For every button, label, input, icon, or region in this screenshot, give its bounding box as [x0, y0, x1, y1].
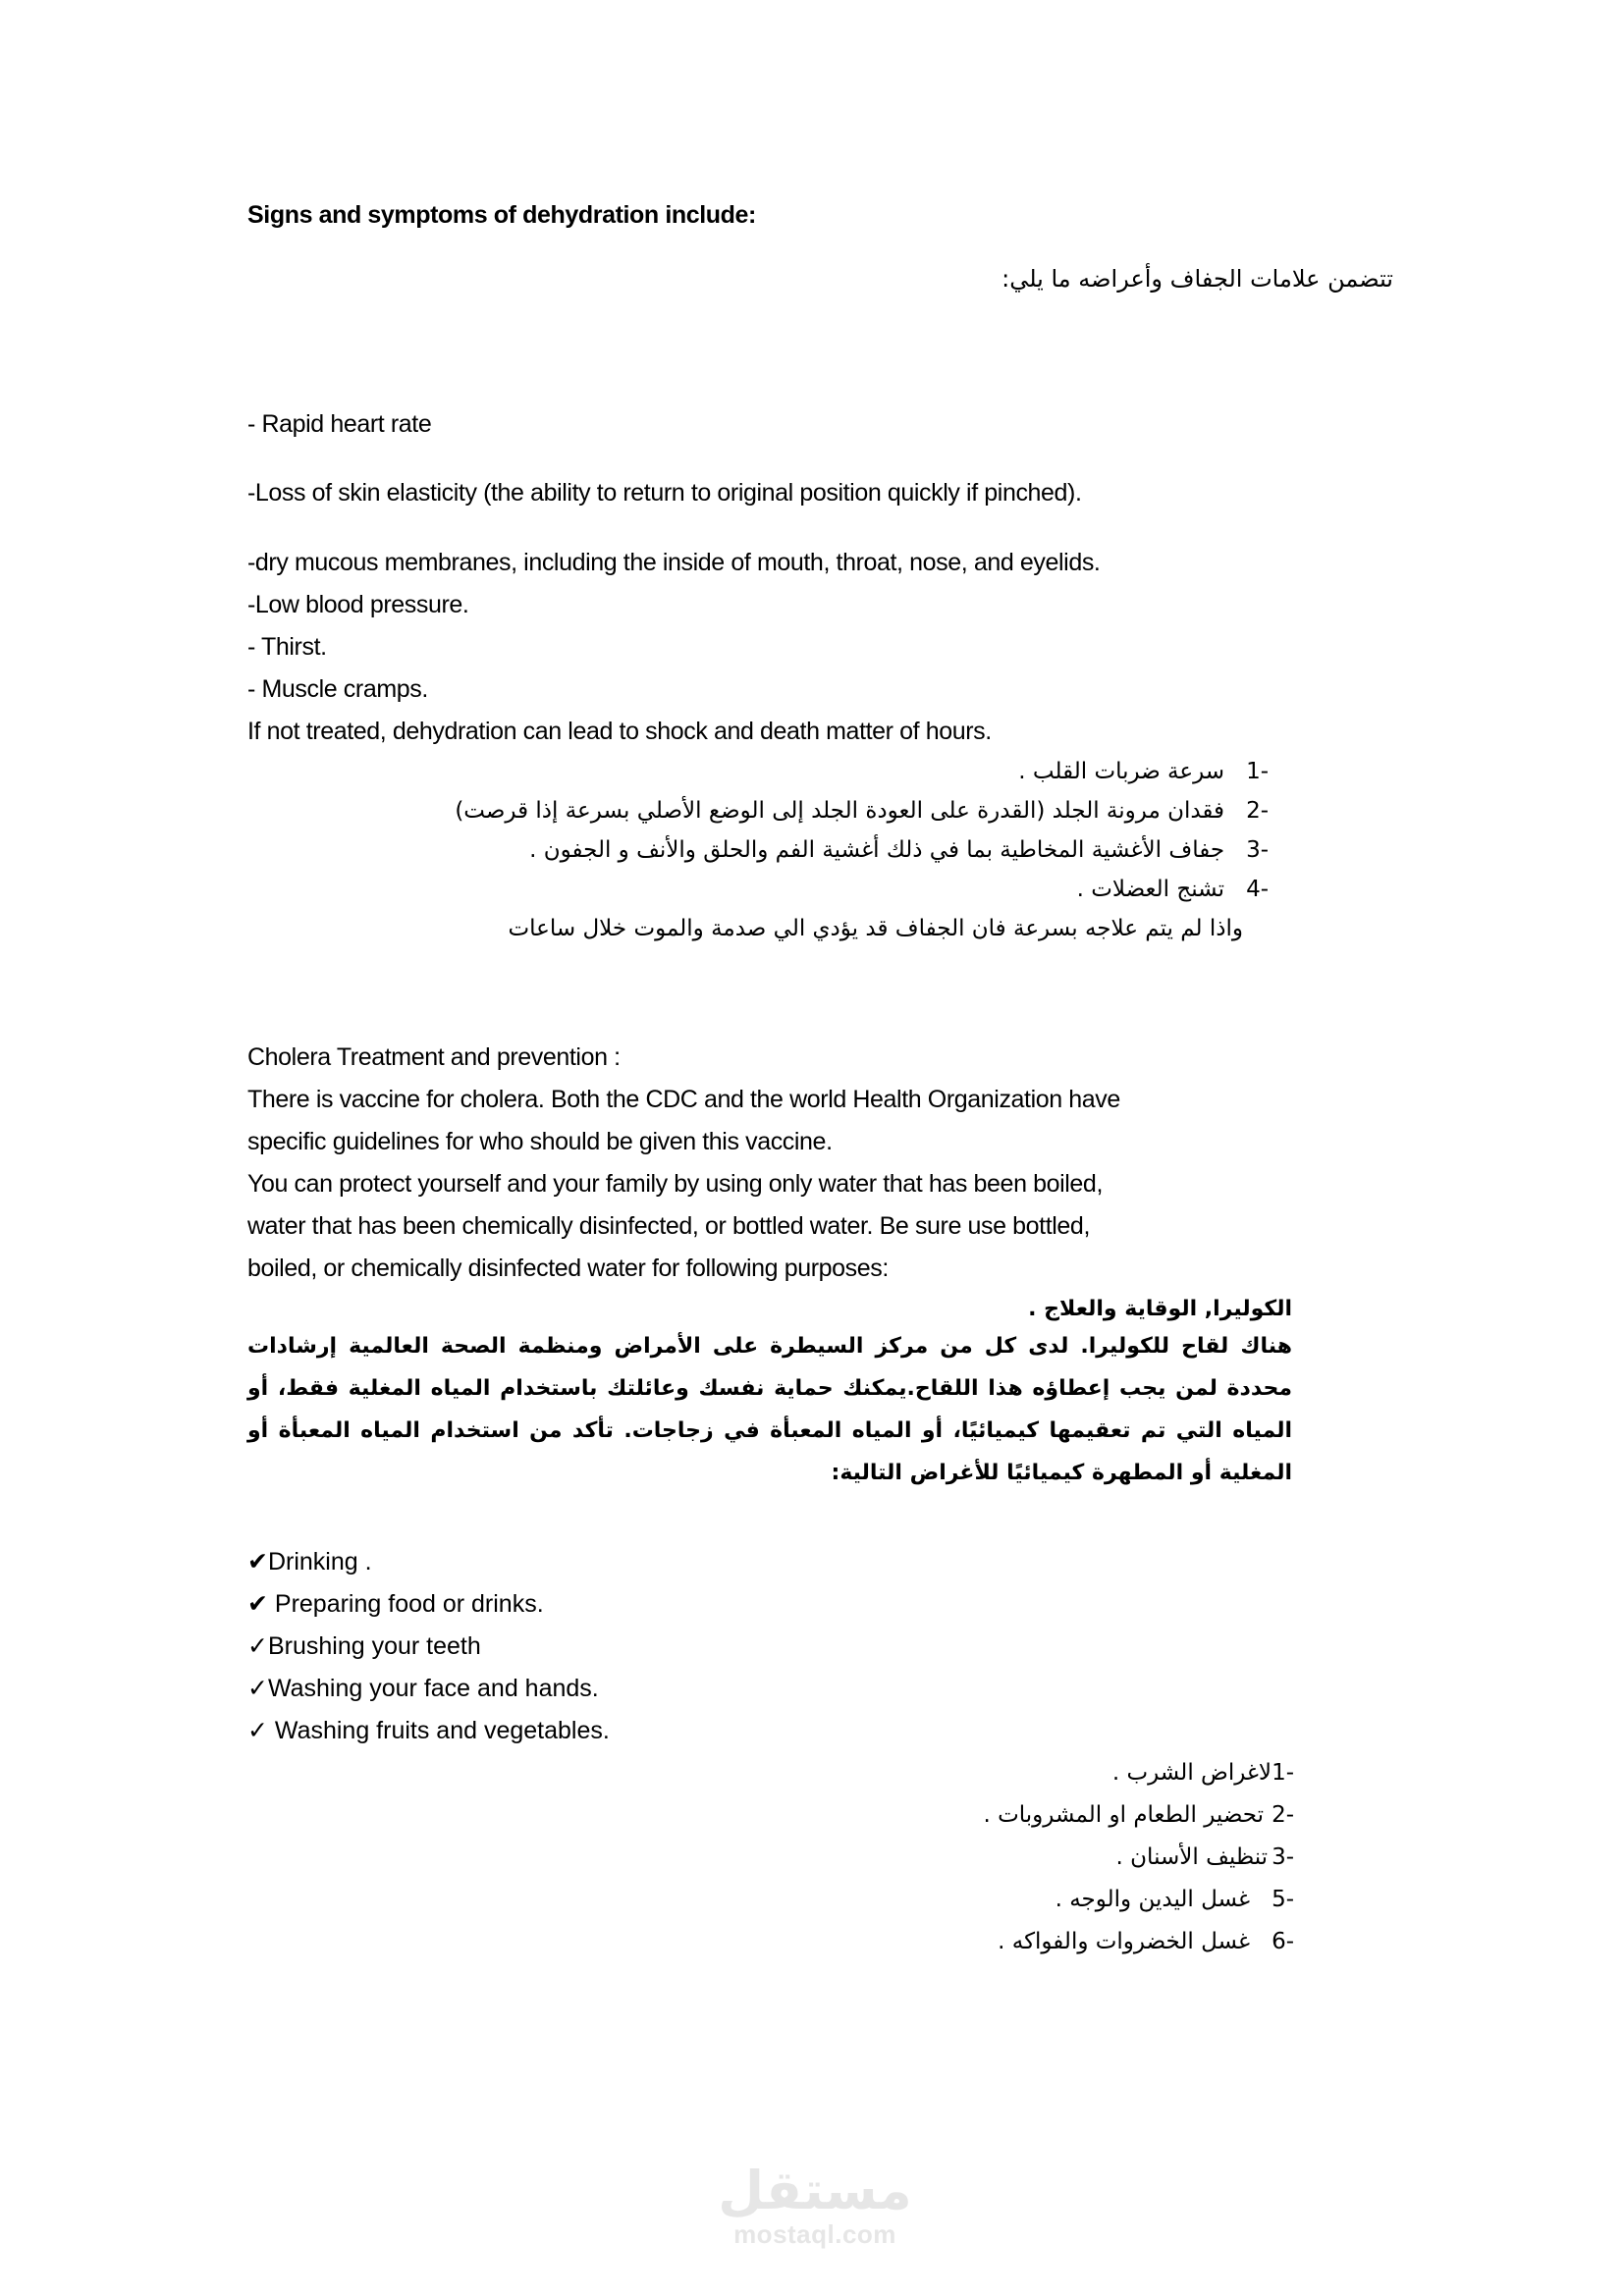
symptom-en-item: -Loss of skin elasticity (the ability to return to original position quickly if pinched).: [247, 479, 1082, 507]
purpose-ar-item: 3-تنظيف الأسنان .: [1115, 1844, 1294, 1870]
symptom-ar-item: 4-تشنج العضلات .: [1076, 877, 1269, 902]
cholera-paragraph-line: boiled, or chemically disinfected water for following purposes:: [247, 1255, 889, 1282]
heavy-check-icon: ✔: [247, 1589, 268, 1618]
symptom-en-item: -dry mucous membranes, including the inside of mouth, throat, nose, and eyelids.: [247, 549, 1101, 576]
list-number: 5-: [1272, 1887, 1294, 1912]
cholera-paragraph-line: specific guidelines for who should be given this vaccine.: [247, 1128, 833, 1155]
dehydration-warning-ar: واذا لم يتم علاجه بسرعة فان الجفاف قد يؤدي الي صدمة والموت خلال ساعات: [508, 916, 1243, 941]
symptom-ar-item: 1-سرعة ضربات القلب .: [1018, 759, 1269, 784]
purpose-en-item: ✔Drinking .: [247, 1547, 372, 1575]
mostaql-watermark: [717, 2160, 913, 2249]
list-number: 3-: [1246, 837, 1269, 863]
cholera-paragraph-line: water that has been chemically disinfected, or bottled water. Be sure use bottled,: [247, 1212, 1090, 1240]
purpose-en-item: ✓ Washing fruits and vegetables.: [247, 1716, 610, 1744]
watermark-logo-ar: مستقل: [718, 2160, 912, 2221]
symptom-ar-item: 2-فقدان مرونة الجلد (القدرة على العودة الجلد إلى الوضع الأصلي بسرعة إذا قرصت): [455, 798, 1269, 824]
symptom-en-item: -Low blood pressure.: [247, 591, 469, 618]
list-number: 2-: [1272, 1802, 1294, 1828]
cholera-heading-en: Cholera Treatment and prevention :: [247, 1043, 621, 1071]
list-number: 2-: [1246, 798, 1269, 824]
check-icon: ✓: [247, 1716, 268, 1744]
purpose-en-item: ✔ Preparing food or drinks.: [247, 1589, 544, 1618]
purpose-en-item: ✓Brushing your teeth: [247, 1631, 481, 1660]
heavy-check-icon: ✔: [247, 1547, 268, 1575]
watermark-logo-en: mostaql.com: [733, 2219, 896, 2249]
symptom-en-item: - Rapid heart rate: [247, 410, 432, 438]
cholera-heading-ar: الكوليرا, الوقاية والعلاج .: [1028, 1297, 1292, 1321]
list-number: 6-: [1272, 1929, 1294, 1954]
list-number: 1-: [1246, 759, 1269, 784]
check-icon: ✓: [247, 1631, 268, 1660]
list-number: 3-: [1272, 1844, 1294, 1870]
purpose-ar-item: 6-غسل الخضروات والفواكه .: [998, 1929, 1294, 1954]
cholera-paragraph-line: There is vaccine for cholera. Both the CDC and the world Health Organization have: [247, 1086, 1120, 1113]
symptom-ar-item: 3-جفاف الأغشية المخاطية بما في ذلك أغشية الفم والحلق والأنف و الجفون .: [529, 837, 1269, 863]
dehydration-heading-ar: تتضمن علامات الجفاف وأعراضه ما يلي:: [1001, 265, 1393, 293]
purpose-ar-item: 2-تحضير الطعام او المشروبات .: [983, 1802, 1294, 1828]
purpose-en-item: ✓Washing your face and hands.: [247, 1674, 599, 1702]
dehydration-heading-en: Signs and symptoms of dehydration include:: [247, 201, 756, 229]
purpose-ar-item: 5-غسل اليدين والوجه .: [1055, 1887, 1294, 1912]
cholera-paragraph-ar: هناك لقاح للكوليرا. لدى كل من مركز السيطرة على الأمراض ومنظمة الصحة العالمية إرشادات محددة لمن يجب إعطاؤه هذا اللقاح.يمكنك حماية نفسك وعائلتك باستخدام المياه المغلية فقط، أو المياه التي تم تعقيمها كيميائيًا، أو المياه المعبأة في زجاجات. تأكد من استخدام المياه المعبأة أو المغلية أو المطهرة كيميائيًا للأغراض التالية:: [247, 1334, 1292, 1485]
list-number: 1-: [1272, 1760, 1294, 1786]
cholera-paragraph-line: You can protect yourself and your family by using only water that has been boiled,: [247, 1170, 1103, 1198]
symptom-en-item: - Muscle cramps.: [247, 675, 428, 703]
check-icon: ✓: [247, 1674, 268, 1702]
list-number: 4-: [1246, 877, 1269, 902]
purpose-ar-item: 1-لاغراض الشرب .: [1111, 1760, 1294, 1786]
symptom-en-item: - Thirst.: [247, 633, 327, 661]
dehydration-warning-en: If not treated, dehydration can lead to shock and death matter of hours.: [247, 718, 992, 745]
